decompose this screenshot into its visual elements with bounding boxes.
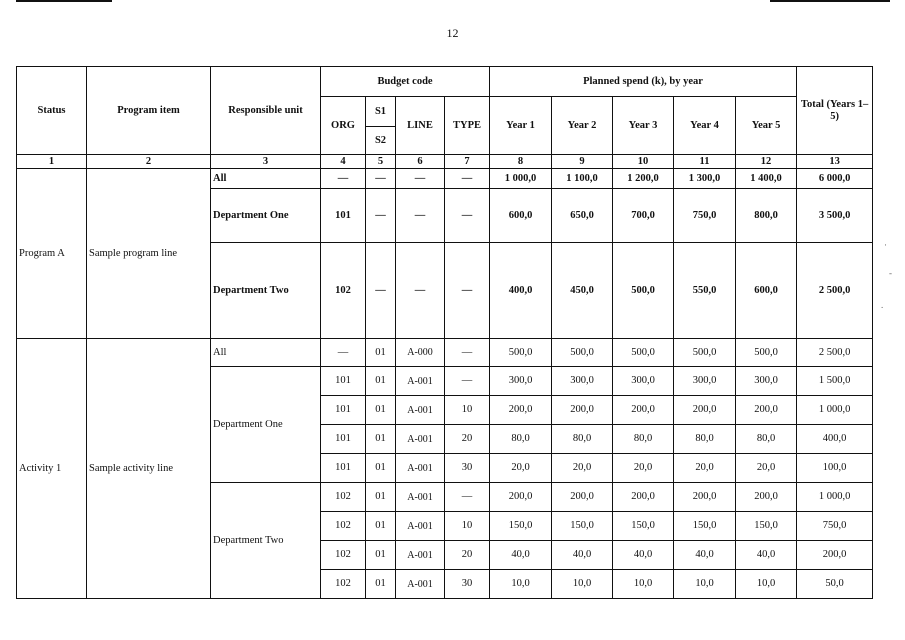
row-year-1: 20,0	[490, 454, 552, 483]
row-year-3: 700,0	[613, 189, 674, 243]
row-year-1: 600,0	[490, 189, 552, 243]
row-year-5: 20,0	[736, 454, 797, 483]
row-year-2: 650,0	[552, 189, 613, 243]
row-year-4: 40,0	[674, 541, 736, 570]
row-code-d: 30	[445, 570, 490, 599]
row-year-3: 150,0	[613, 512, 674, 541]
header-code-group: Budget code	[321, 67, 490, 97]
header-spend-group: Planned spend (k), by year	[490, 67, 797, 97]
header-owner: Responsible unit	[211, 67, 321, 155]
row-year-5: 600,0	[736, 243, 797, 339]
row-code-c: A-000	[396, 339, 445, 367]
row-code-d: —	[445, 189, 490, 243]
top-rule-left	[16, 0, 112, 2]
row-year-5: 800,0	[736, 189, 797, 243]
row-code-a: 101	[321, 454, 366, 483]
row-year-4: 10,0	[674, 570, 736, 599]
column-number: 2	[87, 155, 211, 169]
row-code-c: —	[396, 189, 445, 243]
row-year-1: 10,0	[490, 570, 552, 599]
row-code-c: A-001	[396, 367, 445, 396]
header-name: Program item	[87, 67, 211, 155]
row-total: 100,0	[797, 454, 873, 483]
header-code-c: LINE	[396, 97, 445, 155]
row-code-a: 102	[321, 483, 366, 512]
row-year-2: 20,0	[552, 454, 613, 483]
column-number: 1	[17, 155, 87, 169]
header-year-3: Year 3	[613, 97, 674, 155]
row-code-b: —	[366, 189, 396, 243]
row-total: 3 500,0	[797, 189, 873, 243]
row-total: 1 500,0	[797, 367, 873, 396]
row-year-4: 1 300,0	[674, 169, 736, 189]
row-code-b: —	[366, 243, 396, 339]
row-year-4: 750,0	[674, 189, 736, 243]
row-year-2: 80,0	[552, 425, 613, 454]
row-year-5: 300,0	[736, 367, 797, 396]
row-year-2: 1 100,0	[552, 169, 613, 189]
table-row	[17, 339, 873, 367]
row-year-3: 500,0	[613, 339, 674, 367]
row-code-d: 10	[445, 512, 490, 541]
row-code-a: 101	[321, 189, 366, 243]
header-code-b-bottom: S2	[366, 127, 396, 155]
row-code-c: —	[396, 243, 445, 339]
row-year-4: 300,0	[674, 367, 736, 396]
row-year-2: 150,0	[552, 512, 613, 541]
row-code-a: 101	[321, 425, 366, 454]
row-year-1: 300,0	[490, 367, 552, 396]
row-code-c: A-001	[396, 425, 445, 454]
row-code-b: —	[366, 169, 396, 189]
row-code-d: —	[445, 339, 490, 367]
row-year-3: 40,0	[613, 541, 674, 570]
scan-mark: -	[889, 268, 892, 278]
column-number: 13	[797, 155, 873, 169]
page-number: 12	[446, 26, 459, 40]
row-year-3: 20,0	[613, 454, 674, 483]
row-code-b: 01	[366, 425, 396, 454]
group-one-status: Program A	[17, 169, 87, 339]
row-year-4: 150,0	[674, 512, 736, 541]
row-code-d: 20	[445, 541, 490, 570]
header-year-2: Year 2	[552, 97, 613, 155]
row-year-4: 550,0	[674, 243, 736, 339]
header-code-d: TYPE	[445, 97, 490, 155]
row-code-d: —	[445, 243, 490, 339]
row-year-4: 500,0	[674, 339, 736, 367]
header-year-5: Year 5	[736, 97, 797, 155]
row-year-2: 450,0	[552, 243, 613, 339]
header-code-a: ORG	[321, 97, 366, 155]
column-number: 11	[674, 155, 736, 169]
row-year-3: 200,0	[613, 396, 674, 425]
row-code-d: 30	[445, 454, 490, 483]
row-total: 1 000,0	[797, 396, 873, 425]
row-year-1: 200,0	[490, 396, 552, 425]
row-code-c: A-001	[396, 512, 445, 541]
row-code-d: —	[445, 367, 490, 396]
row-year-4: 80,0	[674, 425, 736, 454]
row-code-d: —	[445, 483, 490, 512]
row-year-1: 400,0	[490, 243, 552, 339]
row-code-c: A-001	[396, 541, 445, 570]
row-year-1: 500,0	[490, 339, 552, 367]
group-two-status: Activity 1	[17, 339, 87, 599]
row-year-3: 200,0	[613, 483, 674, 512]
row-code-a: 102	[321, 243, 366, 339]
row-total: 1 000,0	[797, 483, 873, 512]
row-total: 6 000,0	[797, 169, 873, 189]
row-year-5: 1 400,0	[736, 169, 797, 189]
row-total: 2 500,0	[797, 339, 873, 367]
row-code-b: 01	[366, 570, 396, 599]
column-number: 9	[552, 155, 613, 169]
row-year-1: 40,0	[490, 541, 552, 570]
row-code-a: 102	[321, 541, 366, 570]
row-code-d: 10	[445, 396, 490, 425]
row-code-b: 01	[366, 483, 396, 512]
row-year-1: 80,0	[490, 425, 552, 454]
row-owner: Department Two	[211, 243, 321, 339]
row-code-b: 01	[366, 541, 396, 570]
column-number: 7	[445, 155, 490, 169]
row-year-2: 200,0	[552, 396, 613, 425]
row-code-b: 01	[366, 339, 396, 367]
row-code-d: 20	[445, 425, 490, 454]
row-code-a: —	[321, 169, 366, 189]
row-code-c: A-001	[396, 570, 445, 599]
group-one-name: Sample program line	[87, 169, 211, 339]
row-code-a: —	[321, 339, 366, 367]
row-year-4: 200,0	[674, 483, 736, 512]
row-code-a: 101	[321, 396, 366, 425]
row-code-b: 01	[366, 454, 396, 483]
row-year-2: 300,0	[552, 367, 613, 396]
row-code-b: 01	[366, 367, 396, 396]
row-year-2: 10,0	[552, 570, 613, 599]
row-year-5: 500,0	[736, 339, 797, 367]
column-number: 5	[366, 155, 396, 169]
row-year-3: 1 200,0	[613, 169, 674, 189]
row-total: 50,0	[797, 570, 873, 599]
owner-group-b: Department Two	[211, 483, 321, 599]
row-code-b: 01	[366, 512, 396, 541]
row-year-4: 200,0	[674, 396, 736, 425]
row-code-c: A-001	[396, 483, 445, 512]
column-number: 8	[490, 155, 552, 169]
row-year-1: 1 000,0	[490, 169, 552, 189]
row-year-2: 500,0	[552, 339, 613, 367]
row-year-5: 40,0	[736, 541, 797, 570]
row-code-c: A-001	[396, 396, 445, 425]
header-code-b-top: S1	[366, 97, 396, 127]
row-year-1: 200,0	[490, 483, 552, 512]
row-total: 400,0	[797, 425, 873, 454]
table-row	[17, 169, 873, 189]
row-year-3: 10,0	[613, 570, 674, 599]
row-year-1: 150,0	[490, 512, 552, 541]
row-code-a: 101	[321, 367, 366, 396]
row-code-a: 102	[321, 512, 366, 541]
row-year-5: 200,0	[736, 483, 797, 512]
row-year-3: 500,0	[613, 243, 674, 339]
row-total: 750,0	[797, 512, 873, 541]
column-number: 10	[613, 155, 674, 169]
column-number: 12	[736, 155, 797, 169]
column-number: 3	[211, 155, 321, 169]
row-code-c: A-001	[396, 454, 445, 483]
scan-mark: .	[881, 300, 884, 310]
row-year-3: 80,0	[613, 425, 674, 454]
row-year-5: 10,0	[736, 570, 797, 599]
row-year-2: 200,0	[552, 483, 613, 512]
row-year-5: 80,0	[736, 425, 797, 454]
column-number: 6	[396, 155, 445, 169]
column-number: 4	[321, 155, 366, 169]
scan-mark: ·	[884, 240, 887, 250]
group-two-name: Sample activity line	[87, 339, 211, 599]
row-year-2: 40,0	[552, 541, 613, 570]
owner-group-a: Department One	[211, 367, 321, 483]
top-rule-right	[770, 0, 890, 2]
row-total: 2 500,0	[797, 243, 873, 339]
row-code-c: —	[396, 169, 445, 189]
header-year-1: Year 1	[490, 97, 552, 155]
row-owner: All	[211, 339, 321, 367]
column-number-row	[17, 155, 873, 169]
row-year-5: 150,0	[736, 512, 797, 541]
budget-table	[16, 66, 873, 599]
row-owner: All	[211, 169, 321, 189]
row-code-b: 01	[366, 396, 396, 425]
row-code-d: —	[445, 169, 490, 189]
row-year-5: 200,0	[736, 396, 797, 425]
header-total: Total (Years 1–5)	[797, 67, 873, 155]
row-code-a: 102	[321, 570, 366, 599]
row-year-3: 300,0	[613, 367, 674, 396]
header-year-4: Year 4	[674, 97, 736, 155]
header-status: Status	[17, 67, 87, 155]
row-owner: Department One	[211, 189, 321, 243]
row-total: 200,0	[797, 541, 873, 570]
row-year-4: 20,0	[674, 454, 736, 483]
